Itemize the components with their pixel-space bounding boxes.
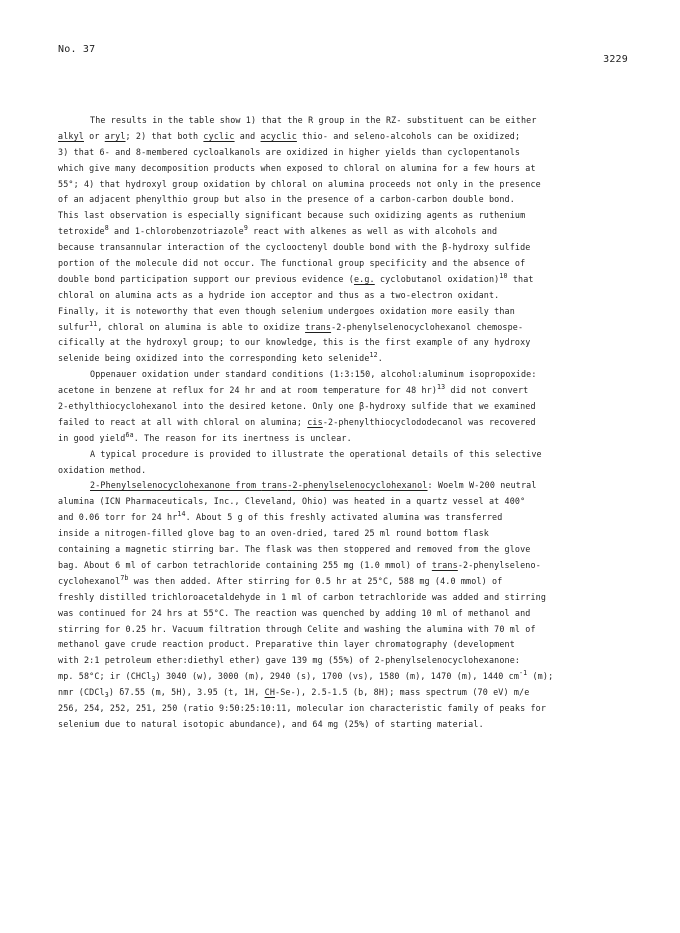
text-line xyxy=(58,415,628,431)
text-run: . xyxy=(377,353,383,364)
text-line xyxy=(58,590,628,606)
text-run: which give many decomposition products when exposed to chloral on alumina for a few hours at xyxy=(58,162,536,173)
text-line xyxy=(58,717,628,733)
text-line xyxy=(58,272,628,288)
underlined-text xyxy=(58,131,84,141)
text-run: -2-phenylselenocyclohexanol chemospe- xyxy=(331,321,524,332)
text-run: 2-ethylthiocyclohexanol into the desired ketone. Only one β-hydroxy sulfide that we examined xyxy=(58,401,536,412)
text-run: mp. 58°C; ir (CHCl xyxy=(58,671,152,682)
text-line xyxy=(58,431,628,447)
text-run: trans xyxy=(305,321,332,332)
underlined-text xyxy=(307,417,323,427)
text-line xyxy=(58,526,628,542)
text-run: inside a nitrogen-filled glove bag to an oven-dried, tared 25 ml round bottom flask xyxy=(58,528,489,539)
text-line xyxy=(58,399,628,415)
text-run: -2-phenylseleno- xyxy=(457,559,541,570)
text-run: acetone in benzene at reflux for 24 hr and at room temperature for 48 hr) xyxy=(58,385,438,396)
subscript: 3 xyxy=(104,691,109,700)
underlined-text xyxy=(265,687,275,697)
text-line xyxy=(58,177,628,193)
text-run: 3) that 6- and 8-membered cycloalkanols are oxidized in higher yields than cyclopentanols xyxy=(58,146,521,157)
text-line xyxy=(58,256,628,272)
underlined-text xyxy=(354,274,375,284)
underlined-text xyxy=(305,322,331,332)
text-run: (m); xyxy=(527,671,554,682)
text-run: . The reason for its inertness is unclear. xyxy=(133,432,352,443)
underlined-text xyxy=(261,131,297,141)
text-run: acyclic xyxy=(260,130,297,141)
results-paragraph xyxy=(58,113,628,367)
text-line xyxy=(58,113,628,129)
text-run: methanol gave crude reaction product. Preparative thin layer chromatography (development xyxy=(58,639,515,650)
text-line xyxy=(58,208,628,224)
text-run: double bond participation support our previous evidence ( xyxy=(58,273,354,284)
oppenauer-paragraph xyxy=(58,367,628,446)
text-run: that xyxy=(507,273,534,284)
text-run: aryl xyxy=(104,130,126,141)
text-line xyxy=(58,669,628,685)
text-line xyxy=(58,606,628,622)
text-run: e.g. xyxy=(353,273,375,284)
text-run: because transannular interaction of the cyclooctenyl double bond with the β-hydroxy sulfide xyxy=(58,242,531,253)
text-line xyxy=(58,320,628,336)
text-run: 2-Phenylselenocyclohexanone from xyxy=(90,480,262,491)
typical-procedure-paragraph xyxy=(58,447,628,479)
text-line xyxy=(58,510,628,526)
superscript-reference: 8 xyxy=(104,224,109,233)
subscript: 3 xyxy=(151,675,156,684)
text-run: failed to react at all with chloral on alumina; xyxy=(58,416,308,427)
text-run: of an adjacent phenylthio group but also in the presence of a carbon-carbon double bond. xyxy=(58,194,515,205)
text-run: bag. About 6 ml of carbon tetrachloride containing 255 mg (1.0 mmol) of xyxy=(58,559,432,570)
text-run: alumina (ICN Pharmaceuticals, Inc., Cleveland, Ohio) was heated in a quartz vessel at 400° xyxy=(58,496,526,507)
text-line xyxy=(58,335,628,351)
text-line xyxy=(58,351,628,367)
text-run: alkyl xyxy=(58,130,84,141)
text-run: ) 3040 (w), 3000 (m), 2940 (s), 1700 (vs), 1580 (m), 1470 (m), 1440 cm xyxy=(155,671,520,682)
text-line xyxy=(58,240,628,256)
text-run: oxidation method. xyxy=(58,464,147,475)
text-run: , chloral on alumina is able to oxidize xyxy=(97,321,306,332)
text-run: -2-phenylthiocyclododecanol was recovered xyxy=(322,416,536,427)
text-line xyxy=(58,622,628,638)
text-run: sulfur xyxy=(58,321,90,332)
underlined-text xyxy=(432,560,458,570)
text-line xyxy=(58,478,628,494)
superscript-reference: 12 xyxy=(369,351,378,360)
text-run: nmr (CDCl xyxy=(58,687,105,698)
text-line xyxy=(58,558,628,574)
text-run: freshly distilled trichloroacetaldehyde in 1 ml of carbon tetrachloride was added and stirring xyxy=(58,591,547,602)
underlined-text xyxy=(287,480,427,490)
text-line xyxy=(58,653,628,669)
text-line xyxy=(58,383,628,399)
text-run: cyclic xyxy=(203,130,235,141)
journal-issue-number: No. 37 xyxy=(58,44,96,55)
superscript-reference: 10 xyxy=(499,271,508,280)
text-run: trans xyxy=(261,480,288,491)
superscript-reference: 14 xyxy=(177,510,186,519)
text-line xyxy=(58,224,628,240)
text-line xyxy=(58,685,628,701)
text-line xyxy=(58,701,628,717)
article-body xyxy=(58,113,628,733)
text-run: and 1-chlorobenzotriazole xyxy=(108,226,244,237)
text-run: selenium due to natural isotopic abundance), and 64 mg (25%) of starting material. xyxy=(58,718,484,729)
text-run: with 2:1 petroleum ether:diethyl ether) gave 139 mg (55%) of 2-phenylselenocyclohexanone: xyxy=(58,655,521,666)
text-line xyxy=(58,129,628,145)
text-run: was then added. After stirring for 0.5 hr at 25°C, 588 mg (4.0 mmol) of xyxy=(128,575,503,586)
text-run: and 0.06 torr for 24 hr xyxy=(58,512,178,523)
superscript-reference: -1 xyxy=(519,669,528,678)
text-line xyxy=(58,447,628,463)
text-run: -2-phenylselenocyclohexanol xyxy=(287,480,428,491)
text-run: cifically at the hydroxyl group; to our knowledge, this is the first example of any hydroxy xyxy=(58,337,531,348)
text-run: ) δ7.55 (m, 5H), 3.95 (t, 1H, xyxy=(108,687,265,698)
text-run: tetroxide xyxy=(58,226,105,237)
text-run: cis xyxy=(307,416,323,427)
page-number: 3229 xyxy=(603,54,628,65)
experimental-paragraph xyxy=(58,478,628,732)
text-line xyxy=(58,288,628,304)
text-run: A typical procedure is provided to illustrate the operational details of this selective xyxy=(90,448,542,459)
underlined-text xyxy=(203,131,234,141)
superscript-reference: 7b xyxy=(120,573,129,582)
text-run: was continued for 24 hrs at 55°C. The reaction was quenched by adding 10 ml of methanol and xyxy=(58,607,531,618)
text-run: thio- and seleno-alcohols can be oxidized; xyxy=(296,130,521,141)
underlined-text xyxy=(90,480,261,490)
underlined-text xyxy=(261,480,287,490)
text-run: portion of the molecule did not occur. The functional group specificity and the absence of xyxy=(58,258,526,269)
text-run: chloral on alumina acts as a hydride ion acceptor and thus as a two-electron oxidant. xyxy=(58,289,500,300)
text-line xyxy=(58,637,628,653)
text-run: in good yield xyxy=(58,432,126,443)
text-run: Oppenauer oxidation under standard conditions (1:3:150, alcohol:aluminum isopropoxide: xyxy=(90,369,537,380)
text-line xyxy=(58,542,628,558)
text-run: react with alkenes as well as with alcohols and xyxy=(247,226,498,237)
superscript-reference: 9 xyxy=(243,224,248,233)
text-run: ; 2) that both xyxy=(125,130,204,141)
text-line xyxy=(58,161,628,177)
text-run: 55°; 4) that hydroxyl group oxidation by chloral on alumina proceeds not only in the presence xyxy=(58,178,541,189)
text-line xyxy=(58,463,628,479)
text-run: selenide being oxidized into the corresponding keto selenide xyxy=(58,353,370,364)
text-line xyxy=(58,494,628,510)
text-run: trans xyxy=(431,559,458,570)
text-run: containing a magnetic stirring bar. The flask was then stoppered and removed from the glove xyxy=(58,544,531,555)
text-run: : Woelm W-200 neutral xyxy=(427,480,537,491)
superscript-reference: 11 xyxy=(89,319,98,328)
text-run: CH xyxy=(264,687,276,698)
text-run: stirring for 0.25 hr. Vacuum filtration through Celite and washing the alumina with 70 ml of xyxy=(58,623,536,634)
text-line xyxy=(58,145,628,161)
text-run: . About 5 g of this freshly activated alumina was transferred xyxy=(185,512,503,523)
text-run: cyclohexanol xyxy=(58,575,121,586)
text-run: -Se-), 2.5-1.5 (b, 8H); mass spectrum (70 eV) m/e xyxy=(275,687,530,698)
superscript-reference: 6a xyxy=(125,430,134,439)
text-run: Finally, it is noteworthy that even though selenium undergoes oxidation more easily than xyxy=(58,305,515,316)
text-run: did not convert xyxy=(445,385,529,396)
text-line xyxy=(58,192,628,208)
underlined-text xyxy=(105,131,126,141)
text-run: This last observation is especially significant because such oxidizing agents as ruthenium xyxy=(58,210,526,221)
text-line xyxy=(58,304,628,320)
text-run: and xyxy=(234,130,261,141)
text-run: or xyxy=(83,130,105,141)
superscript-reference: 13 xyxy=(437,383,446,392)
text-run: cyclobutanol oxidation) xyxy=(374,273,500,284)
text-line xyxy=(58,574,628,590)
text-run: 256, 254, 252, 251, 250 (ratio 9:50:25:10:11, molecular ion characteristic family of peaks for xyxy=(58,702,547,713)
text-line xyxy=(58,367,628,383)
text-run: The results in the table show 1) that the R group in the RZ- substituent can be either xyxy=(90,115,537,125)
